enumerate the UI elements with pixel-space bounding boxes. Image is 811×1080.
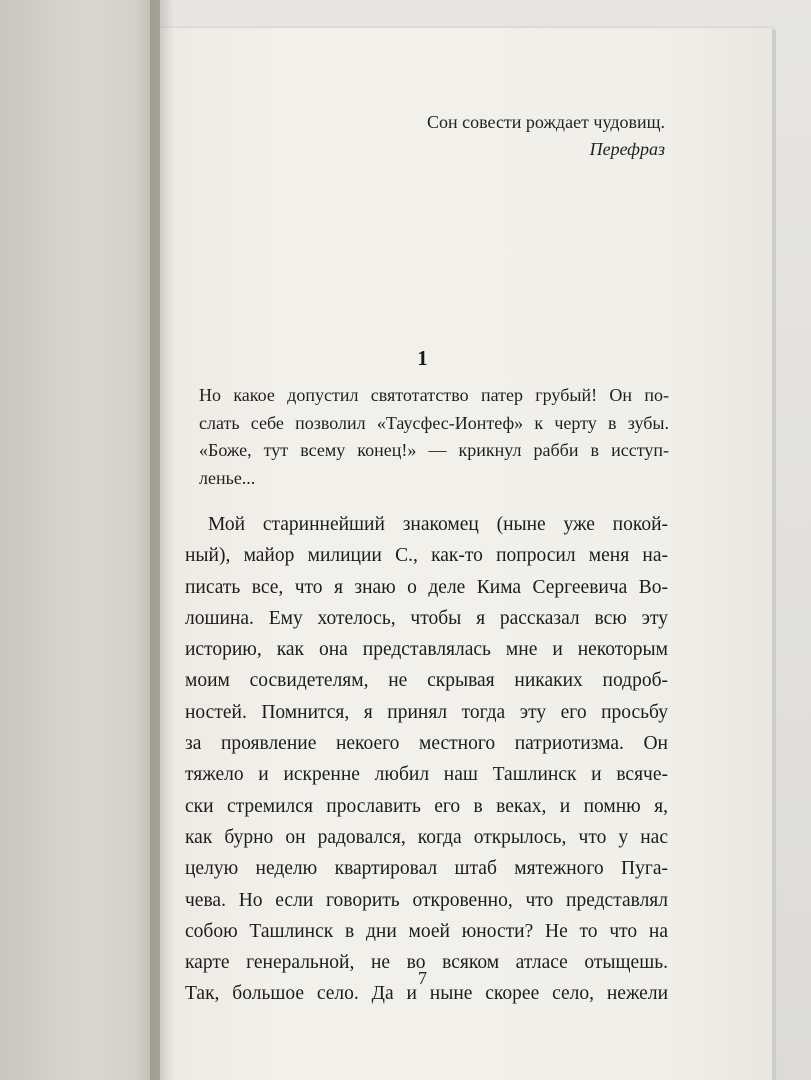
chapter-number: 1 [417, 346, 428, 370]
text-line: ностей. Помнится, я принял тогда эту его просьбу [185, 701, 668, 723]
page-edge [772, 30, 776, 1080]
page-number: 7 [418, 968, 427, 988]
epigraph [160, 109, 665, 163]
text-line: целую неделю квартировал штаб мятежного Пуга- [185, 858, 668, 880]
text-line: историю, как она представлялась мне и некоторым [185, 639, 668, 661]
body-text [185, 509, 668, 1010]
text-line: писать все, что я знаю о деле Кима Сергеевича Во- [185, 576, 668, 598]
text-line: ный), майор милиции С., как-то попросил меня на- [185, 545, 668, 567]
epigraph-source: Перефраз [589, 139, 665, 159]
text-line: ски стремился прославить его в веках, и помню я, [185, 795, 668, 817]
left-page-edge [0, 0, 160, 1080]
poem-line: слать себе позволил «Таусфес-Ионтеф» к черту в зубы. [199, 412, 669, 433]
text-line: тяжело и искренне любил наш Ташлинск и всяче- [185, 764, 668, 786]
epigraph-quote: Сон совести рождает чудовищ. [426, 112, 665, 132]
text-line: моим сосвидетелям, не скрывая никаких подроб- [185, 670, 668, 692]
text-line: Мой стариннейший знакомец (ныне уже покой- [208, 514, 668, 535]
text-line: Так, большое село. Да и ныне скорее село, нежели [185, 983, 668, 1005]
text-line: за проявление некоего местного патриотизма. Он [185, 733, 668, 755]
text-line: чева. Но если говорить откровенно, что представлял [185, 889, 668, 911]
text-line: собою Ташлинск в дни моей юности? Не то что на [185, 920, 668, 942]
poem-epigraph [199, 382, 669, 492]
poem-line: ленье... [199, 467, 256, 488]
poem-line: «Боже, тут всему конец!» — крикнул рабби в исступ- [199, 440, 669, 460]
text-line: карте генеральной, не во всяком атласе отыщешь. [185, 952, 668, 974]
poem-line: Но какое допустил святотатство патер грубый! Он по- [199, 385, 669, 405]
text-line: лошина. Ему хотелось, чтобы я рассказал всю эту [185, 607, 668, 629]
text-line: как бурно он радовался, когда открылось, что у нас [185, 826, 668, 848]
